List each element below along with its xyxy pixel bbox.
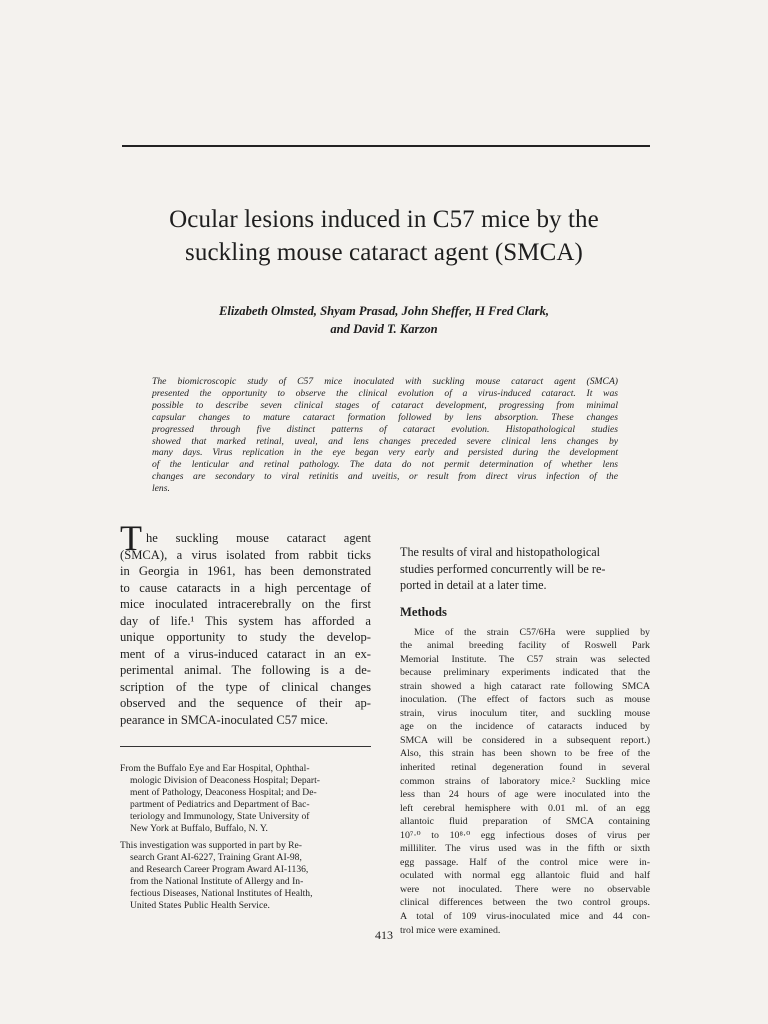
abstract-line: showed that marked retinal, uveal, and lens changes preceded severe clinical lens changes by bbox=[152, 435, 618, 447]
intro-line: (SMCA), a virus isolated from rabbit ticks bbox=[120, 547, 371, 562]
intro-line: he suckling mouse cataract agent bbox=[146, 531, 371, 545]
intro-line: scription of the type of clinical changes bbox=[120, 679, 371, 694]
intro-line: ment of a virus-induced cataract in an ex- bbox=[120, 646, 371, 661]
results-line: ported in detail at a later time. bbox=[400, 578, 547, 592]
article-title bbox=[100, 203, 668, 269]
authors-line: Elizabeth Olmsted, Shyam Prasad, John Sheffer, H Fred Clark, bbox=[218, 304, 550, 318]
intro-line: mice inoculated intracerebrally on the first bbox=[120, 597, 371, 611]
top-rule bbox=[122, 145, 650, 147]
footnote-line: United States Public Health Service. bbox=[130, 900, 270, 912]
methods-line: Also, this strain has been shown to be free of the bbox=[400, 748, 650, 760]
methods-line: because preliminary experiments indicated that the bbox=[400, 667, 650, 679]
footnotes bbox=[120, 763, 371, 916]
abstract-line: changes are secondary to viral retinitis and uveitis, or result from direct virus infection of the bbox=[152, 471, 618, 483]
intro-line: to cause cataracts in a high percentage of bbox=[120, 580, 371, 595]
methods-line: oculated with normal egg allantoic fluid and half bbox=[400, 870, 650, 882]
methods-line: the animal breeding facility of Roswell Park bbox=[400, 640, 650, 652]
footnote-line: This investigation was supported in part by Re- bbox=[120, 839, 302, 851]
title-line: Ocular lesions induced in C57 mice by the bbox=[169, 206, 599, 233]
footnote-line: mologic Division of Deaconess Hospital; Depart- bbox=[130, 775, 320, 787]
author-list bbox=[120, 302, 648, 338]
methods-line: age on the incidence of cataracts induced by bbox=[400, 721, 650, 733]
methods-line: allantoic fluid preparation of SMCA containing bbox=[400, 816, 650, 828]
title-line: suckling mouse cataract agent (SMCA) bbox=[185, 239, 583, 266]
affiliation-footnote bbox=[120, 763, 371, 836]
abstract-line: possible to describe seven clinical stages of cataract development, progressing from minimal bbox=[152, 399, 618, 411]
results-line: The results of viral and histopathological bbox=[400, 545, 601, 559]
methods-line: Mice of the strain C57/6Ha were supplied by bbox=[414, 626, 650, 638]
intro-line: in Georgia in 1961, has been demonstrated bbox=[120, 564, 371, 578]
footnote-line: teriology and Immunology, State University of bbox=[130, 811, 310, 823]
page-number: 413 bbox=[375, 928, 393, 942]
methods-paragraph bbox=[400, 626, 650, 938]
drop-cap: T bbox=[120, 518, 142, 558]
intro-paragraph bbox=[120, 530, 371, 728]
methods-line: strain, virus inoculum titer, and suckling mouse bbox=[400, 707, 650, 719]
methods-line: strain showed a high cataract rate following SMCA bbox=[400, 680, 650, 692]
methods-line: A total of 109 virus-inoculated mice and 44 con- bbox=[400, 910, 650, 922]
methods-line: egg passage. Half of the control mice were in- bbox=[400, 856, 650, 868]
footnote-line: partment of Pediatrics and Department of Bac- bbox=[130, 799, 310, 811]
methods-line: clinical differences between the two control groups. bbox=[400, 897, 650, 909]
footnote-line: and Research Career Program Award AI-1136, bbox=[130, 863, 309, 875]
methods-line: left cerebral hemisphere with 0.01 ml. of an egg bbox=[400, 802, 650, 814]
methods-line: inoculation. (The effect of factors such as mouse bbox=[400, 694, 650, 706]
intro-line: day of life.¹ This system has afforded a bbox=[120, 613, 371, 628]
methods-line: trol mice were examined. bbox=[400, 924, 501, 936]
methods-line: SMCA will be considered in a subsequent report.) bbox=[400, 734, 650, 746]
footnote-line: From the Buffalo Eye and Ear Hospital, Ophthal- bbox=[120, 763, 310, 774]
abstract-line: The biomicroscopic study of C57 mice inoculated with suckling mouse cataract agent (SMCA) bbox=[152, 376, 618, 387]
methods-heading: Methods bbox=[400, 604, 447, 619]
footnote-line: fectious Diseases, National Institutes of Health, bbox=[130, 887, 313, 899]
intro-line: pearance in SMCA-inoculated C57 mice. bbox=[120, 712, 329, 727]
intro-line: observed and the sequence of their ap- bbox=[120, 696, 371, 710]
footnote-line: search Grant AI-6227, Training Grant AI-98, bbox=[130, 851, 302, 863]
intro-line: perimental animal. The following is a de- bbox=[120, 663, 371, 677]
results-line: studies performed concurrently will be re- bbox=[400, 561, 606, 576]
abstract-line: capsular changes to mature cataract formation followed by lens absorption. These changes bbox=[152, 411, 618, 423]
authors-line: and David T. Karzon bbox=[330, 322, 438, 336]
results-paragraph bbox=[400, 544, 650, 594]
footnote-line: from the National Institute of Allergy and In- bbox=[130, 875, 304, 887]
abstract-line: lens. bbox=[152, 483, 170, 495]
abstract-line: progressed through five distinct patterns of cataract evolution. Histopathological studies bbox=[152, 423, 618, 435]
methods-line: less than 24 hours of age were inoculated into the bbox=[400, 789, 650, 801]
funding-footnote bbox=[120, 840, 371, 913]
methods-line: common strains of laboratory mice.² Suckling mice bbox=[400, 775, 650, 787]
footnote-line: New York at Buffalo, Buffalo, N. Y. bbox=[130, 823, 268, 835]
footnote-divider bbox=[120, 746, 371, 747]
intro-line: unique opportunity to study the develop- bbox=[120, 630, 371, 644]
abstract bbox=[152, 376, 618, 495]
introduction bbox=[120, 518, 371, 728]
methods-line: Memorial Institute. The C57 strain was selected bbox=[400, 653, 650, 665]
methods-line: 10⁷·⁰ to 10⁸·⁰ egg infectious doses of virus per bbox=[400, 829, 650, 841]
footnote-line: ment of Pathology, Deaconess Hospital; and De- bbox=[130, 787, 317, 799]
abstract-line: of the lenticular and retinal pathology. The data do not permit determination of whether lens bbox=[152, 459, 618, 471]
abstract-line: presented the opportunity to observe the clinical evolution of a virus-induced cataract. It was bbox=[152, 387, 618, 399]
right-column bbox=[400, 544, 650, 937]
methods-line: were not inoculated. There were no observable bbox=[400, 883, 650, 895]
methods-line: inherited retinal degeneration found in several bbox=[400, 761, 650, 773]
methods-line: milliliter. The virus used was in the fifth or sixth bbox=[400, 843, 650, 855]
abstract-line: many days. Virus replication in the eye began very early and persisted during the development bbox=[152, 447, 618, 459]
